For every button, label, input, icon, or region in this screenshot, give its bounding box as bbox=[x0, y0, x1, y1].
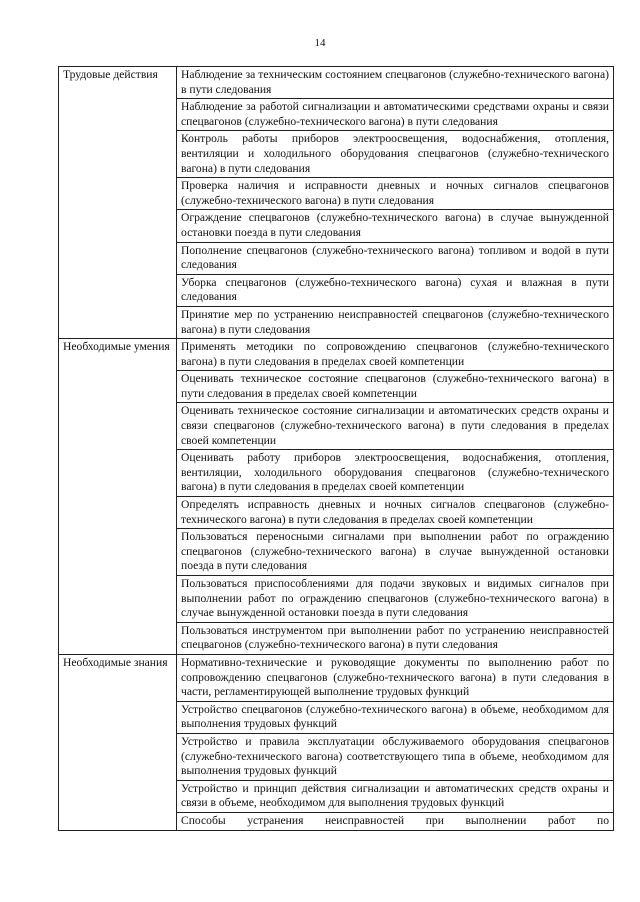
table-cell: Контроль работы приборов электроосвещения, водоснабжения, отопления, вентиляции и холодильного оборудования спецвагонов (служебно-технического вагона) в пути следования bbox=[177, 131, 614, 178]
page-number: 14 bbox=[314, 37, 326, 49]
section-label-labor-actions: Трудовые действия bbox=[59, 67, 177, 339]
table-cell: Определять исправность дневных и ночных сигналов спецвагонов (служебно-технического вагона) в пути следования в пределах своей компетенции bbox=[177, 497, 614, 529]
table-cell: Устройство спецвагонов (служебно-технического вагона) в объеме, необходимом для выполнения трудовых функций bbox=[177, 701, 614, 733]
table-cell: Наблюдение за техническим состоянием спецвагонов (служебно-технического вагона) в пути следования bbox=[177, 67, 614, 99]
table-cell: Оценивать работу приборов электроосвещения, водоснабжения, отопления, вентиляции, холодильного оборудования спецвагонов (служебно-технического вагона) в пути следования в пределах своей компетенции bbox=[177, 450, 614, 497]
table-cell: Пользоваться приспособлениями для подачи звуковых и видимых сигналов при выполнении работ по ограждению спецвагонов (служебно-технического вагона) в случае вынужденной остановки поезда в пути следования bbox=[177, 576, 614, 623]
table-cell: Нормативно-технические и руководящие документы по выполнению работ по сопровождению спецвагонов (служебно-технического вагона) в пути следования в части, регламентирующей выполнение трудовых функций bbox=[177, 654, 614, 701]
requirements-table bbox=[58, 66, 614, 831]
table-cell: Применять методики по сопровождению спецвагонов (служебно-технического вагона) в пути следования в пределах своей компетенции bbox=[177, 339, 614, 371]
table-cell: Оценивать техническое состояние спецвагонов (служебно-технического вагона) в пути следования в пределах своей компетенции bbox=[177, 371, 614, 403]
table-cell: Ограждение спецвагонов (служебно-технического вагона) в случае вынужденной остановки поезда в пути следования bbox=[177, 210, 614, 242]
table-cell: Устройство и правила эксплуатации обслуживаемого оборудования спецвагонов (служебно-технического вагона) соответствующего типа в объеме, необходимом для выполнения трудовых функций bbox=[177, 733, 614, 780]
table-cell: Проверка наличия и исправности дневных и ночных сигналов спецвагонов (служебно-технического вагона) в пути следования bbox=[177, 178, 614, 210]
table-row bbox=[59, 67, 614, 99]
table-cell: Устройство и принцип действия сигнализации и автоматических средств охраны и связи в объеме, необходимом для выполнения трудовых функций bbox=[177, 780, 614, 812]
table-cell: Принятие мер по устранению неисправностей спецвагонов (служебно-технического вагона) в пути следования bbox=[177, 306, 614, 338]
table-cell: Уборка спецвагонов (служебно-технического вагона) сухая и влажная в пути следования bbox=[177, 274, 614, 306]
table-row bbox=[59, 339, 614, 371]
table-row bbox=[59, 654, 614, 701]
table-cell: Пополнение спецвагонов (служебно-технического вагона) топливом и водой в пути следования bbox=[177, 242, 614, 274]
table-cell: Способы устранения неисправностей при выполнении работ по bbox=[177, 812, 614, 830]
section-label-required-knowledge: Необходимые знания bbox=[59, 654, 177, 830]
table-cell: Пользоваться переносными сигналами при выполнении работ по ограждению спецвагонов (служебно-технического вагона) в случае вынужденной остановки поезда в пути следования bbox=[177, 529, 614, 576]
table-cell: Оценивать техническое состояние сигнализации и автоматических средств охраны и связи спецвагонов (служебно-технического вагона) в пути следования в пределах своей компетенции bbox=[177, 403, 614, 450]
table-cell: Наблюдение за работой сигнализации и автоматическими средствами охраны и связи спецвагонов (служебно-технического вагона) в пути следования bbox=[177, 99, 614, 131]
section-label-required-skills: Необходимые умения bbox=[59, 339, 177, 655]
table-cell: Пользоваться инструментом при выполнении работ по устранению неисправностей спецвагонов (служебно-технического вагона) в пути следования bbox=[177, 622, 614, 654]
